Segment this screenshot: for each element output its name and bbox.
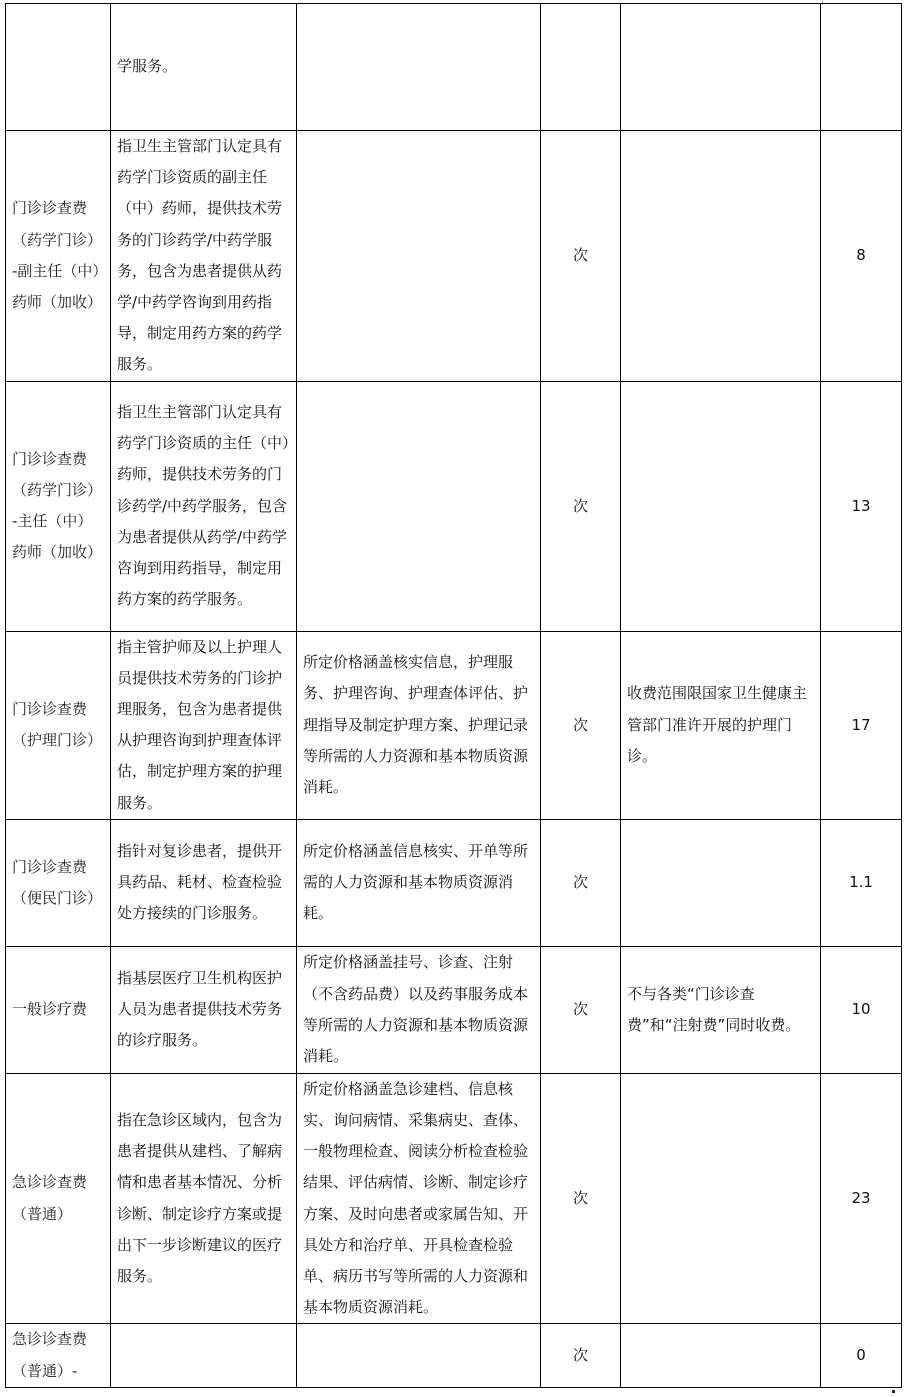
price-cell [821, 4, 902, 131]
service-description-cell: 指基层医疗卫生机构医护人员为患者提供技术劳务的诊疗服务。 [111, 946, 297, 1073]
service-description-cell: 学服务。 [111, 4, 297, 131]
table-row [6, 4, 902, 131]
page-marker-dot [892, 1390, 895, 1393]
item-name-cell [6, 4, 111, 131]
service-description-cell: 指卫生主管部门认定具有药学门诊资质的副主任（中）药师，提供技术劳务的门诊药学/中药学服务，包含为患者提供从药学/中药学咨询到用药指导，制定用药方案的药学服务。 [111, 131, 297, 382]
service-description-cell [111, 1324, 297, 1387]
item-name-cell: 门诊诊查费（护理门诊） [6, 631, 111, 819]
table-row [6, 131, 902, 382]
price-cell: 0 [821, 1324, 902, 1387]
note-cell [621, 1324, 821, 1387]
note-cell: 不与各类“门诊诊查费”和“注射费”同时收费。 [621, 946, 821, 1073]
price-content-cell [297, 1324, 541, 1387]
unit-cell: 次 [541, 631, 621, 819]
table-row [6, 946, 902, 1073]
service-description-cell: 指卫生主管部门认定具有药学门诊资质的主任（中）药师，提供技术劳务的门诊药学/中药学服务，包含为患者提供从药学/中药学咨询到用药指导，制定用药方案的药学服务。 [111, 381, 297, 631]
unit-cell: 次 [541, 1073, 621, 1324]
price-content-cell: 所定价格涵盖挂号、诊查、注射（不含药品费）以及药事服务成本等所需的人力资源和基本物质资源消耗。 [297, 946, 541, 1073]
price-content-cell [297, 131, 541, 382]
note-cell [621, 819, 821, 946]
price-content-cell [297, 381, 541, 631]
unit-cell: 次 [541, 1324, 621, 1387]
unit-cell: 次 [541, 819, 621, 946]
price-cell: 17 [821, 631, 902, 819]
price-cell: 8 [821, 131, 902, 382]
price-content-cell: 所定价格涵盖急诊建档、信息核实、询问病情、采集病史、查体、一般物理检查、阅读分析检查检验结果、评估病情、诊断、制定诊疗方案、及时向患者或家属告知、开具处方和治疗单、开具检查检验单、病历书写等所需的人力资源和基本物质资源消耗。 [297, 1073, 541, 1324]
item-name-cell: 急诊诊查费（普通） [6, 1073, 111, 1324]
service-description-cell: 指针对复诊患者，提供开具药品、耗材、检查检验处方接续的门诊服务。 [111, 819, 297, 946]
note-cell [621, 1073, 821, 1324]
price-content-cell [297, 4, 541, 131]
table-row [6, 381, 902, 631]
medical-fee-table [5, 3, 902, 1388]
price-cell: 10 [821, 946, 902, 1073]
unit-cell [541, 4, 621, 131]
note-cell [621, 4, 821, 131]
table-row [6, 1324, 902, 1387]
service-description-cell: 指在急诊区域内，包含为患者提供从建档、了解病情和患者基本情况、分析诊断、制定诊疗方案或提出下一步诊断建议的医疗服务。 [111, 1073, 297, 1324]
price-cell: 13 [821, 381, 902, 631]
note-cell [621, 131, 821, 382]
table-row [6, 819, 902, 946]
item-name-cell: 门诊诊查费（药学门诊）-主任（中）药师（加收） [6, 381, 111, 631]
price-cell: 1.1 [821, 819, 902, 946]
table-row [6, 631, 902, 819]
note-cell [621, 381, 821, 631]
item-name-cell: 门诊诊查费（药学门诊）-副主任（中）药师（加收） [6, 131, 111, 382]
table-row [6, 1073, 902, 1324]
unit-cell: 次 [541, 381, 621, 631]
unit-cell: 次 [541, 946, 621, 1073]
unit-cell: 次 [541, 131, 621, 382]
note-cell: 收费范围限国家卫生健康主管部门准许开展的护理门诊。 [621, 631, 821, 819]
service-description-cell: 指主管护师及以上护理人员提供技术劳务的门诊护理服务，包含为患者提供从护理咨询到护理查体评估，制定护理方案的护理服务。 [111, 631, 297, 819]
price-content-cell: 所定价格涵盖核实信息，护理服务、护理咨询、护理查体评估、护理指导及制定护理方案、护理记录等所需的人力资源和基本物质资源消耗。 [297, 631, 541, 819]
price-content-cell: 所定价格涵盖信息核实、开单等所需的人力资源和基本物质资源消耗。 [297, 819, 541, 946]
price-cell: 23 [821, 1073, 902, 1324]
item-name-cell: 一般诊疗费 [6, 946, 111, 1073]
item-name-cell: 门诊诊查费（便民门诊） [6, 819, 111, 946]
item-name-cell: 急诊诊查费（普通）- [6, 1324, 111, 1387]
